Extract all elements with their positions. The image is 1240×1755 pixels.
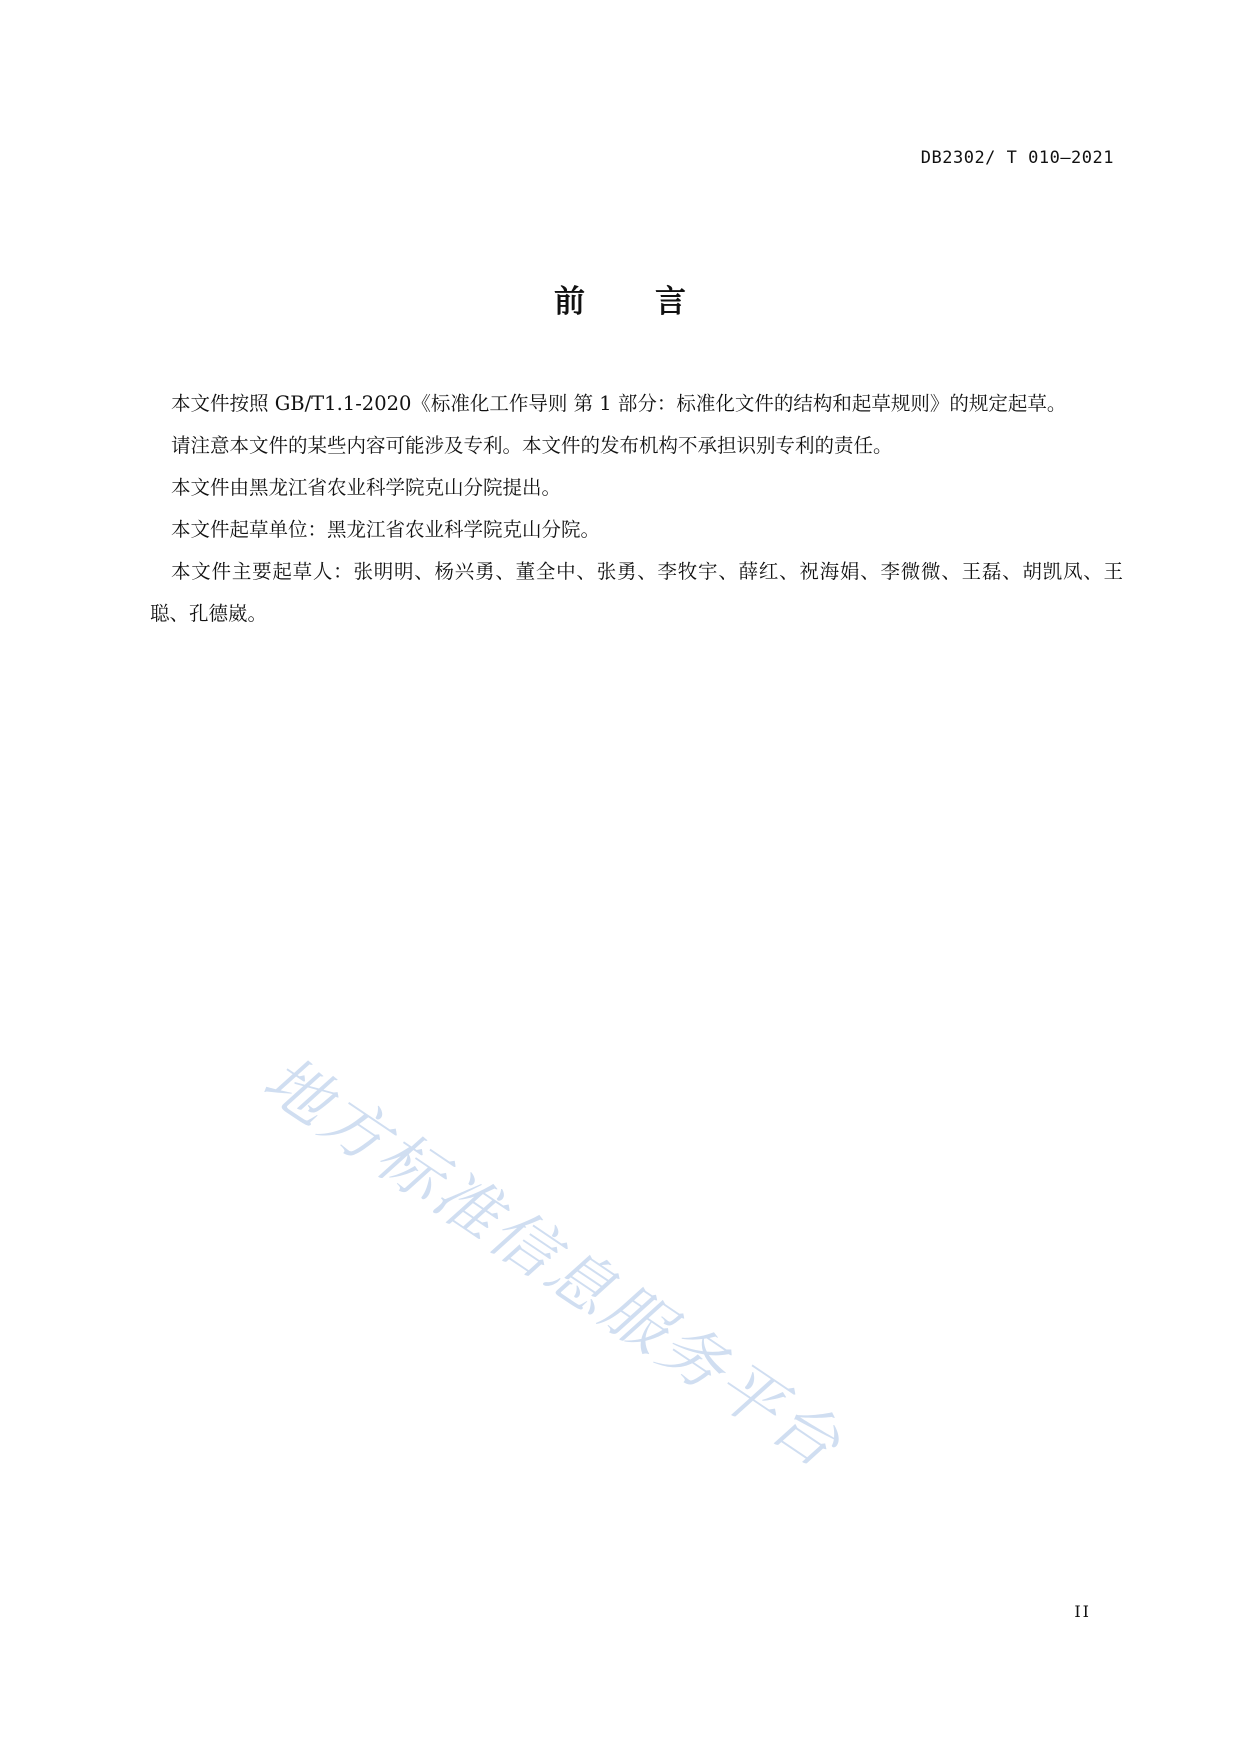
document-code: DB2302/ T 010—2021: [920, 148, 1114, 168]
paragraph-standard-basis: 本文件按照 GB/T1.1-2020《标准化工作导则 第 1 部分：标准化文件的结构和起草规则》的规定起草。: [171, 392, 1067, 415]
page-title: [0, 276, 1240, 321]
page-number: II: [1074, 1602, 1091, 1621]
page-title-char-1: 前: [554, 284, 585, 320]
watermark: 地方标准信息服务平台: [250, 1042, 856, 1485]
paragraph-patent-notice: 请注意本文件的某些内容可能涉及专利。本文件的发布机构不承担识别专利的责任。: [171, 434, 893, 457]
foreword-body: [150, 383, 1123, 635]
paragraph-drafting-unit: 本文件起草单位：黑龙江省农业科学院克山分院。: [171, 518, 601, 541]
paragraph-proposer: 本文件由黑龙江省农业科学院克山分院提出。: [171, 476, 562, 499]
paragraph-drafters: 本文件主要起草人：张明明、杨兴勇、董全中、张勇、李牧宇、薛红、祝海娟、李微微、王磊、胡凯凤、王聪、孔德崴。: [150, 560, 1123, 625]
page-title-char-2: 言: [655, 284, 686, 320]
